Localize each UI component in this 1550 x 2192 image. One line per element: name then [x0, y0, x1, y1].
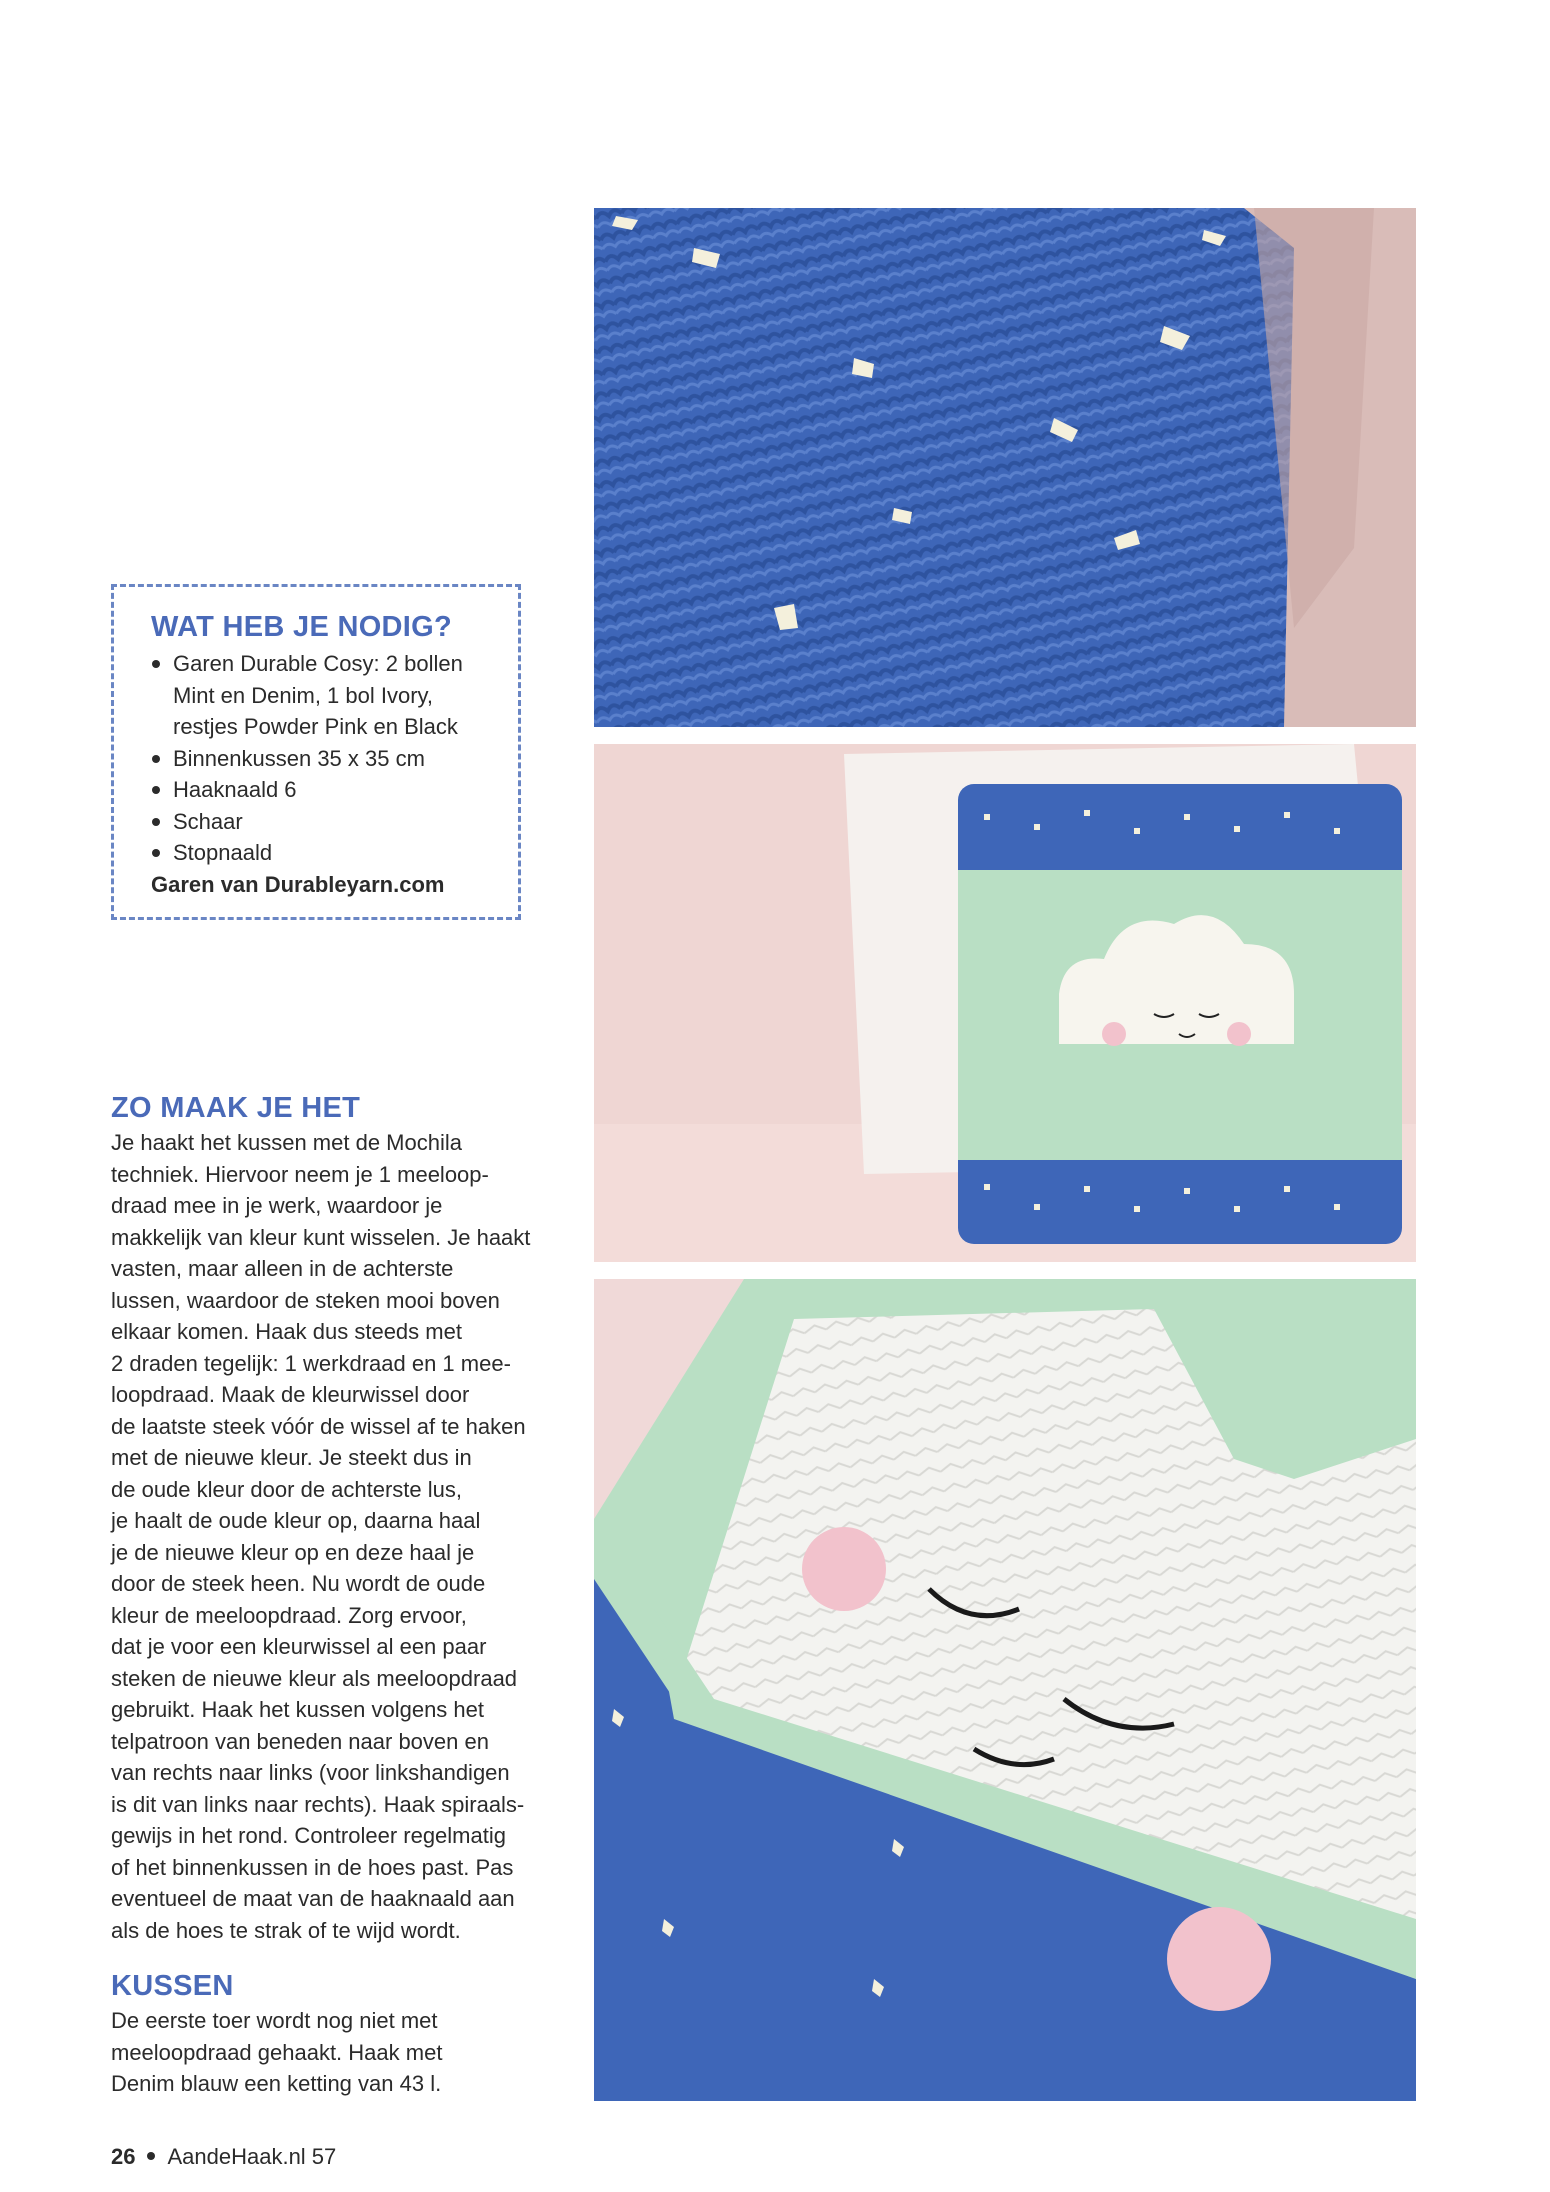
materials-heading: WAT HEB JE NODIG?	[151, 611, 453, 643]
materials-item	[151, 648, 494, 743]
yarn-credit: Garen van Durableyarn.com	[151, 871, 445, 897]
instructions-section	[111, 1092, 531, 1946]
instructions-body: Je haakt het kussen met de Mochila techniek. Hiervoor neem je 1 meeloop- draad mee in je werk, waardoor je makkelijk van kleur kunt wisselen. Je haakt vasten, maar alleen in de achterste lussen, waardoor de steken mooi boven elkaar komen. Haak dus steeds met 2 draden tegelijk: 1 werkdraad en 1 mee- loopdraad. Maak de kleurwissel door de laatste steek vóór de wissel af te haken met de nieuwe kleur. Je steekt dus in de oude kleur door de achterste lus, je haalt de oude kleur op, daarna haal je de nieuwe kleur op en deze haal je door de steek heen. Nu wordt de oude kleur de meeloopdraad. Zorg ervoor, dat je voor een kleurwissel al een paar steken de nieuwe kleur als meeloopdraad gebruikt. Haak het kussen volgens het telpatroon van beneden naar boven en van rechts naar links (voor linkshandigen is dit van links naar rechts). Haak spiraals- gewijs in het rond. Controleer regelmatig of het binnenkussen in de hoes past. Pas eventueel de maat van de haaknaald aan als de hoes te strak of te wijd wordt.	[111, 1130, 531, 1943]
materials-item	[151, 806, 494, 838]
cushion-body: De eerste toer wordt nog niet met meeloopdraad gehaakt. Haak met Denim blauw een ketting van 43 l.	[111, 2008, 443, 2096]
materials-box	[111, 584, 521, 920]
bullet-icon	[147, 2152, 155, 2160]
bullet-icon	[152, 849, 160, 857]
materials-item	[151, 743, 494, 775]
page-number: 26	[111, 2144, 136, 2169]
bullet-icon	[152, 786, 160, 794]
cloud-cushion-illustration	[594, 744, 1416, 1262]
magazine-name: AandeHaak.nl 57	[167, 2144, 337, 2169]
materials-item-text: Haaknaald 6	[173, 777, 297, 802]
cushion-section	[111, 1970, 531, 2100]
photo-closeup-denim	[594, 208, 1416, 727]
materials-item-text: Binnenkussen 35 x 35 cm	[173, 745, 425, 771]
materials-item-text: Garen Durable Cosy: 2 bollen Mint en Denim, 1 bol Ivory, restjes Powder Pink en Black	[173, 651, 463, 739]
cushion-heading: KUSSEN	[111, 1970, 234, 2002]
crochet-closeup-illustration	[594, 208, 1416, 727]
materials-item	[151, 837, 494, 869]
page-footer	[111, 2143, 336, 2171]
bullet-icon	[152, 660, 160, 668]
photo-closeup-cloud-face	[594, 1279, 1416, 2101]
materials-list	[151, 648, 494, 869]
instructions-heading: ZO MAAK JE HET	[111, 1092, 361, 1124]
materials-item-text: Schaar	[173, 808, 243, 834]
materials-item	[151, 774, 494, 806]
cloud-face-closeup-illustration	[594, 1279, 1416, 2101]
bullet-icon	[152, 818, 160, 826]
materials-item-text: Stopnaald	[173, 840, 273, 865]
photo-cushion-sofa	[594, 744, 1416, 1262]
bullet-icon	[152, 755, 160, 763]
